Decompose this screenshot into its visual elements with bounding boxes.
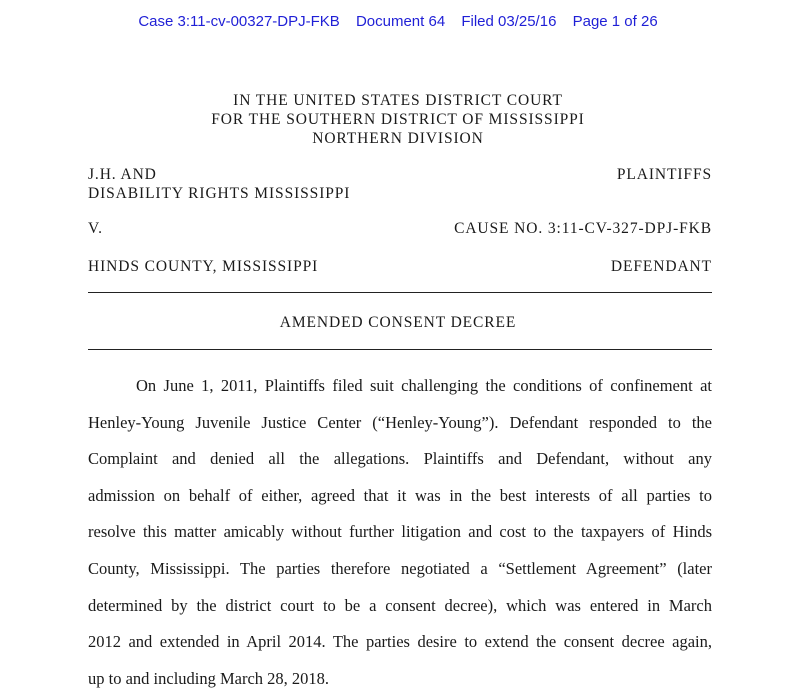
court-line-1: IN THE UNITED STATES DISTRICT COURT — [233, 92, 563, 109]
case-number: Case 3:11-cv-00327-DPJ-FKB — [138, 13, 340, 30]
document-title: AMENDED CONSENT DECREE — [279, 314, 517, 331]
paragraph-line: determined by the district court to be a consent decree), which was entered in March — [88, 595, 712, 615]
caption-divider-top — [88, 292, 712, 293]
plaintiff-line-1: J.H. AND — [88, 166, 157, 183]
paragraph-line: Complaint and denied all the allegations. Plaintiffs and Defendant, without any — [88, 449, 712, 469]
paragraph-line: 2012 and extended in April 2014. The parties desire to extend the consent decree again, — [88, 632, 712, 652]
paragraph-line: County, Mississippi. The parties therefore negotiated a “Settlement Agreement” (later — [88, 558, 712, 578]
court-heading — [0, 91, 796, 148]
paragraph-line: On June 1, 2011, Plaintiffs filed suit challenging the conditions of confinement at — [136, 376, 712, 395]
paragraph-line: resolve this matter amicably without further litigation and cost to the taxpayers of Hinds — [88, 522, 712, 542]
paragraph-line: admission on behalf of either, agreed that it was in the best interests of all parties to — [88, 485, 712, 505]
opening-paragraph — [88, 368, 712, 697]
document-number: Document 64 — [355, 13, 446, 30]
paragraph-line: Henley-Young Juvenile Justice Center (“Henley-Young”). Defendant responded to the — [88, 412, 712, 432]
page-count: Page 1 of 26 — [572, 13, 658, 30]
versus-label: V. — [88, 220, 103, 237]
court-line-2: FOR THE SOUTHERN DISTRICT OF MISSISSIPPI — [211, 111, 585, 128]
caption-divider-bottom — [88, 349, 712, 350]
cause-number: CAUSE NO. 3:11-CV-327-DPJ-FKB — [454, 220, 712, 237]
ecf-filing-header — [0, 13, 796, 30]
filed-date: Filed 03/25/16 — [461, 13, 557, 30]
caption-versus-row — [88, 219, 712, 238]
defendant-name: HINDS COUNTY, MISSISSIPPI — [88, 258, 319, 275]
caption-plaintiffs-row — [88, 165, 712, 203]
court-line-3: NORTHERN DIVISION — [312, 130, 484, 147]
plaintiffs-label: PLAINTIFFS — [616, 166, 712, 183]
plaintiff-line-2: DISABILITY RIGHTS MISSISSIPPI — [88, 185, 351, 202]
plaintiff-names — [88, 165, 350, 203]
paragraph-line: up to and including March 28, 2018. — [88, 668, 330, 688]
defendant-label: DEFENDANT — [610, 258, 712, 275]
caption-defendant-row — [88, 257, 712, 276]
